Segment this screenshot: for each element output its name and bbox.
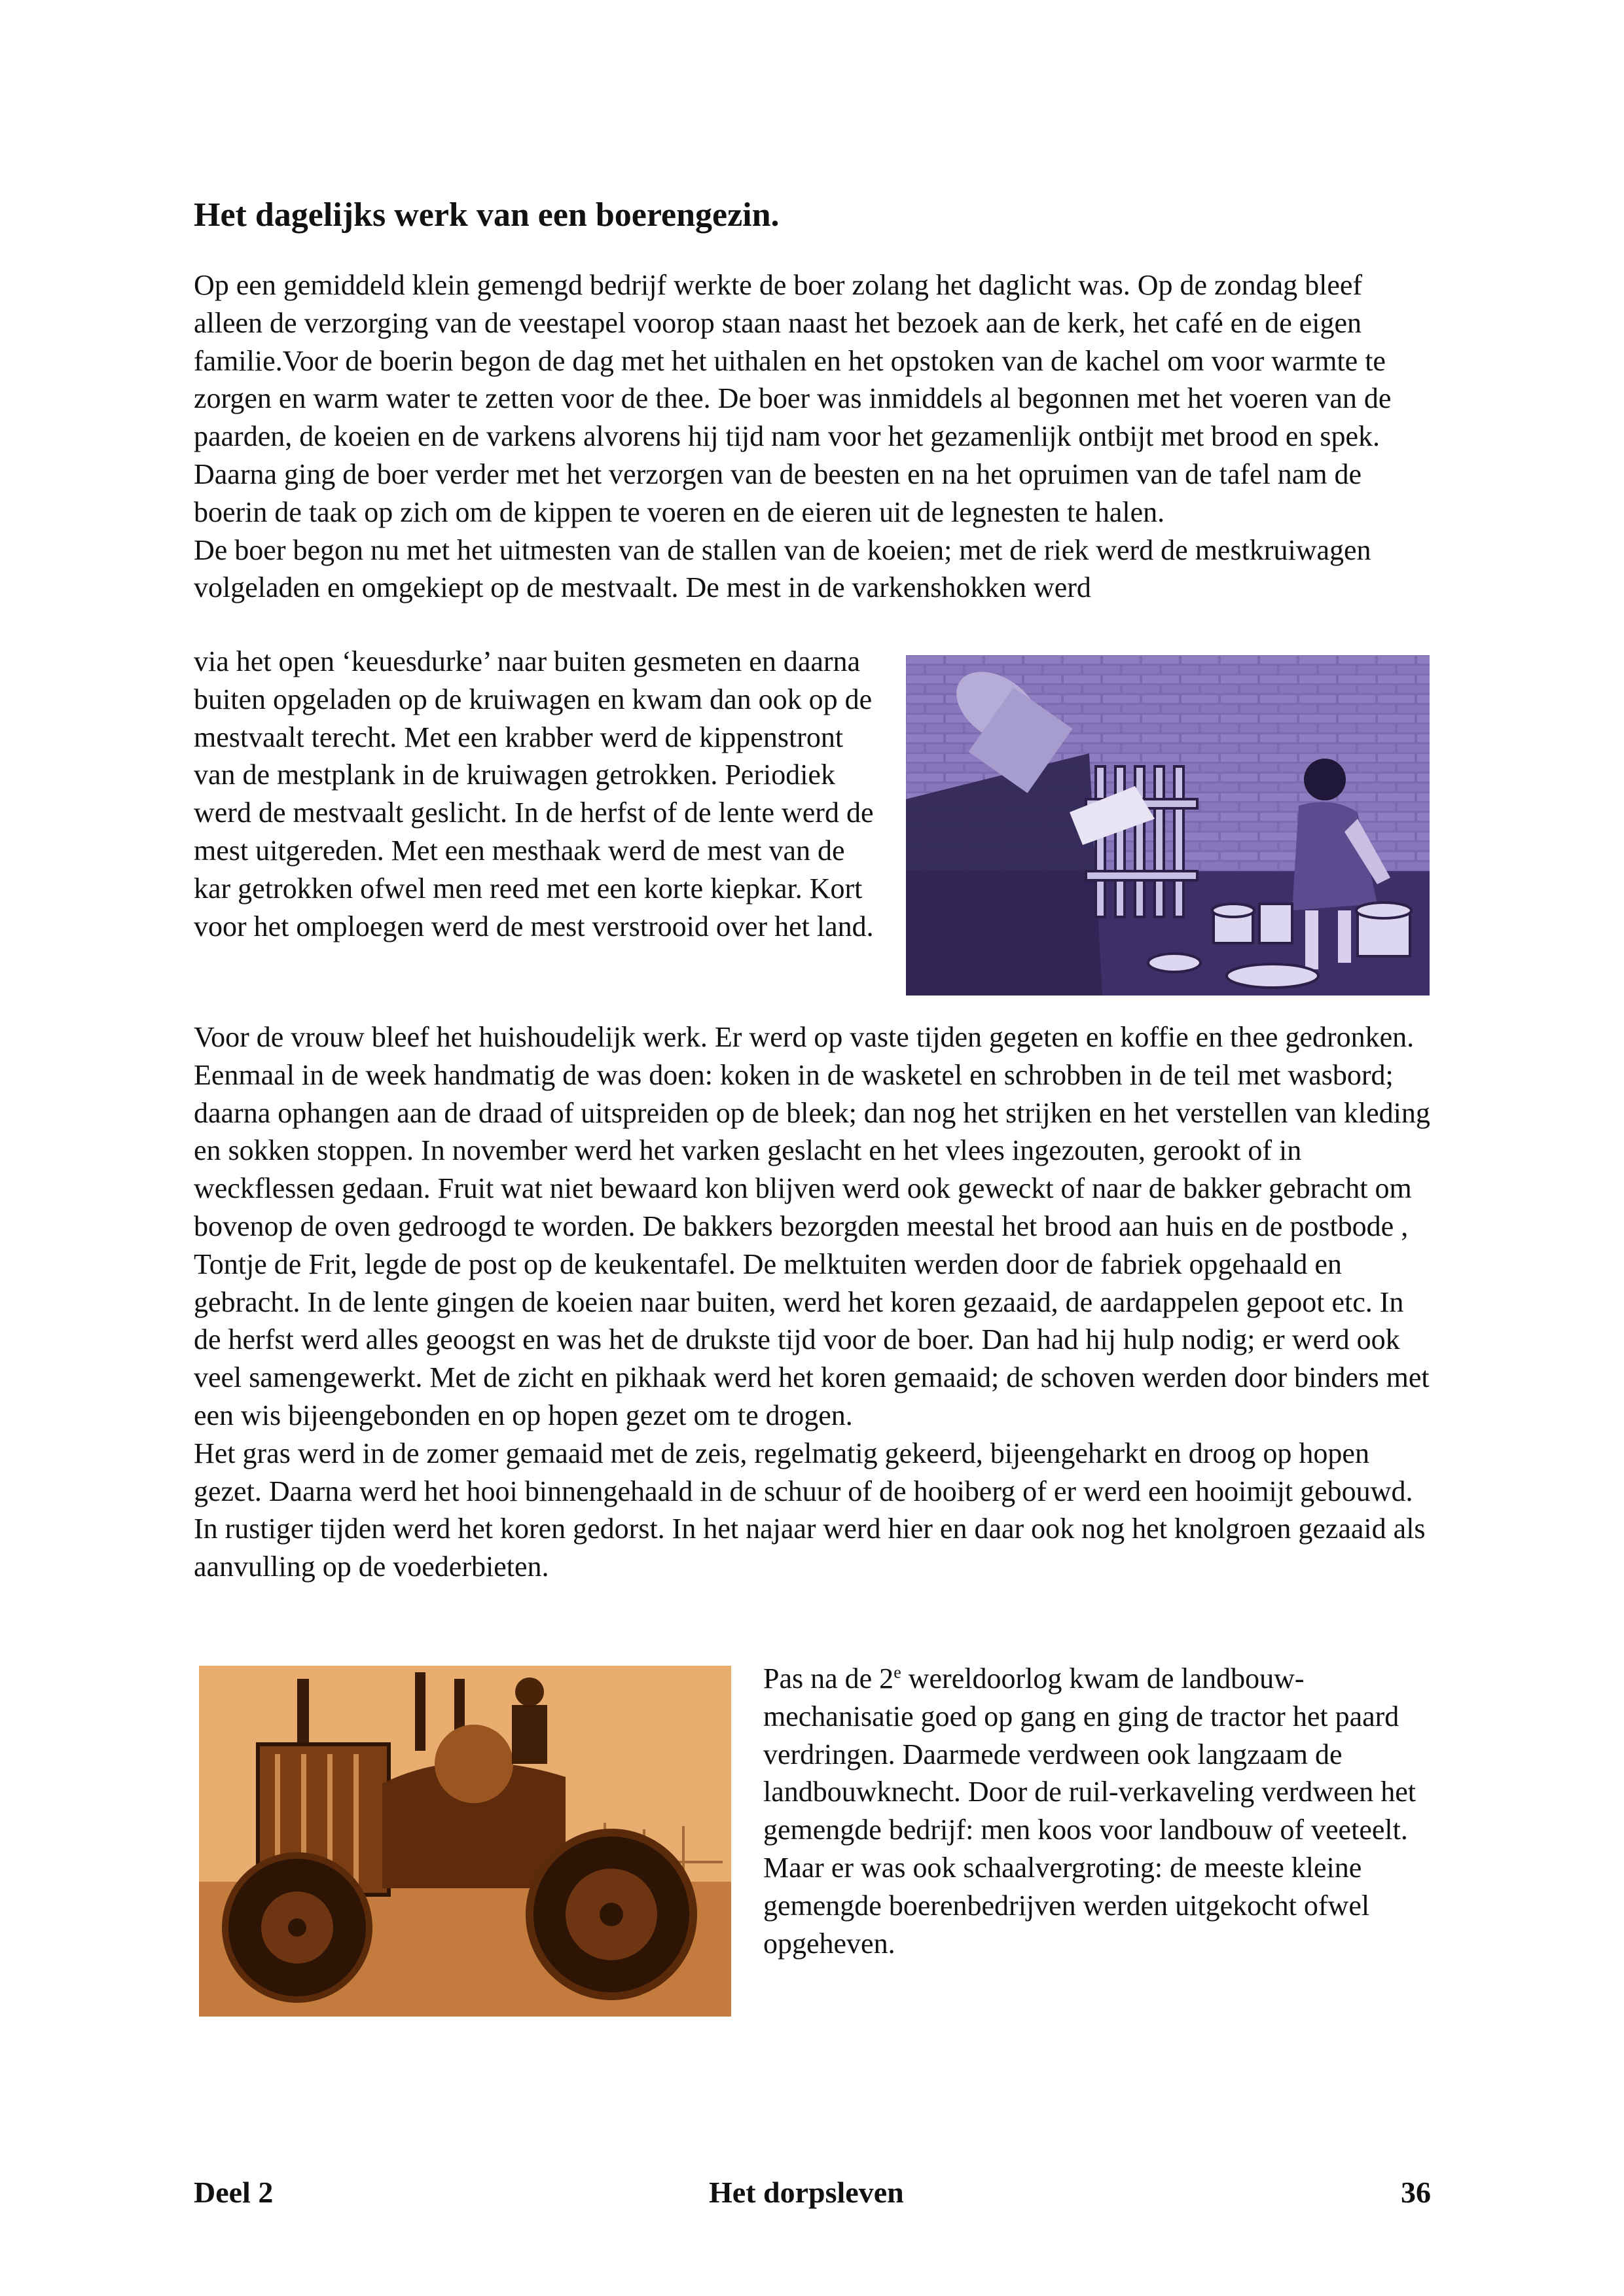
mechanisation-text (763, 1660, 1444, 1962)
paragraph-morning-routine: Op een gemiddeld klein gemengd bedrijf werkte de boer zolang het daglicht was. Op de zondag bleef alleen de verzorging van de veestapel voorop staan naast het bezoek aan de kerk, het café en de eigen familie.Voor de boerin begon de dag met het uithalen en het opstoken van de kachel om voor warmte te zorgen en warm water te zetten voor de thee. De boer was inmiddels al begonnen met het voeren van de paarden, de koeien en de varkens alvorens hij tijd nam voor het gezamenlijk ontbijt met brood en spek. Daarna ging de boer verder met het verzorgen van de beesten en na het opruimen van de tafel nam de boerin de taak op zich om de kippen te voeren en de eieren uit de legnesten te halen. (194, 269, 1392, 528)
mechanisation-text-start: Pas na de 2 (763, 1662, 894, 1695)
page-number: 36 (1401, 2176, 1431, 2209)
intro-text (194, 266, 1437, 607)
paragraph-mechanisation (763, 1660, 1444, 1962)
mechanisation-text-rest: wereldoorlog kwam de landbouw-mechanisatie goed op gang en ging de tractor het paard verdringen. Daarmede verdween ook langzaam de landbouwknecht. Door de ruil-verkaveling verdween het gemengde bedrijf: men koos voor landbouw of veeteelt. Maar er was ook schaalvergroting: de meeste kleine gemengde boerenbedrijven werden uitgekocht ofwel opgeheven. (763, 1662, 1416, 1960)
woman-washing-illustration (906, 655, 1430, 996)
page-title: Het dagelijks werk van een boerengezin. (194, 196, 780, 234)
paragraph-manure: via het open ‘keuesdurke’ naar buiten gesmeten en daarna buiten opgeladen op de kruiwagen en kwam dan ook op de mestvaalt terecht. Met een krabber werd de kippenstront van de mestplank in de kruiwagen getrokken. Periodiek werd de mestvaalt geslicht. In de herfst of de lente werd de mest uitgereden. Met een mesthaak werd de mest van de kar getrokken ofwel men reed met een korte kiepkar. Kort voor het omploegen werd de mest verstrooid over het land. (194, 645, 874, 942)
household-text (194, 1018, 1437, 1586)
manure-text (194, 643, 888, 945)
paragraph-household: Voor de vrouw bleef het huishoudelijk werk. Er werd op vaste tijden gegeten en koffie en thee gedronken. Eenmaal in de week handmatig de was doen: koken in de wasketel en schrobben in de teil met wasbord; daarna ophangen aan de draad of uitspreiden op de bleek; dan nog het strijken en het verstellen van kleding en sokken stoppen. In november werd het varken geslacht en het vlees ingezouten, gerookt of in weckflessen gedaan. Fruit wat niet bewaard kon blijven werd ook geweckt of naar de bakker gebracht om bovenop de oven gedroogd te worden. De bakkers bezorgden meestal het brood aan huis en de postbode , Tontje de Frit, legde de post op de keukentafel. De melktuiten werden door de fabriek opgehaald en gebracht. In de lente gingen de koeien naar buiten, werd het koren gezaaid, de aardappelen gepoot etc. In de herfst werd alles geoogst en was het de drukste tijd voor de boer. Dan had hij hulp nodig; er werd ook veel samengewerkt. Met de zicht en pikhaak werd het koren gemaaid; de schoven werden door binders met een wis bijeengebonden en op hopen gezet om te drogen. (194, 1021, 1430, 1431)
ordinal-superscript: e (893, 1662, 901, 1682)
footer-part: Deel 2 (194, 2176, 274, 2209)
photo-steam-tractor (199, 1666, 731, 2017)
paragraph-hay: Het gras werd in de zomer gemaaid met de zeis, regelmatig gekeerd, bijeengeharkt en droog op hopen gezet. Daarna werd het hooi binnengehaald in de schuur of de hooiberg of er werd een hooimijt gebouwd. In rustiger tijden werd het koren gedorst. In het najaar werd hier en daar ook nog het knolgroen gezaaid als aanvulling op de voederbieten. (194, 1437, 1426, 1583)
photo-woman-washing (906, 655, 1430, 996)
paragraph-mucking-stables: De boer begon nu met het uitmesten van de stallen van de koeien; met de riek werd de mestkruiwagen volgeladen en omgekiept op de mestvaalt. De mest in de varkenshokken werd (194, 533, 1371, 604)
footer-chapter-title: Het dorpsleven (709, 2176, 904, 2209)
steam-tractor-illustration (199, 1666, 731, 2017)
